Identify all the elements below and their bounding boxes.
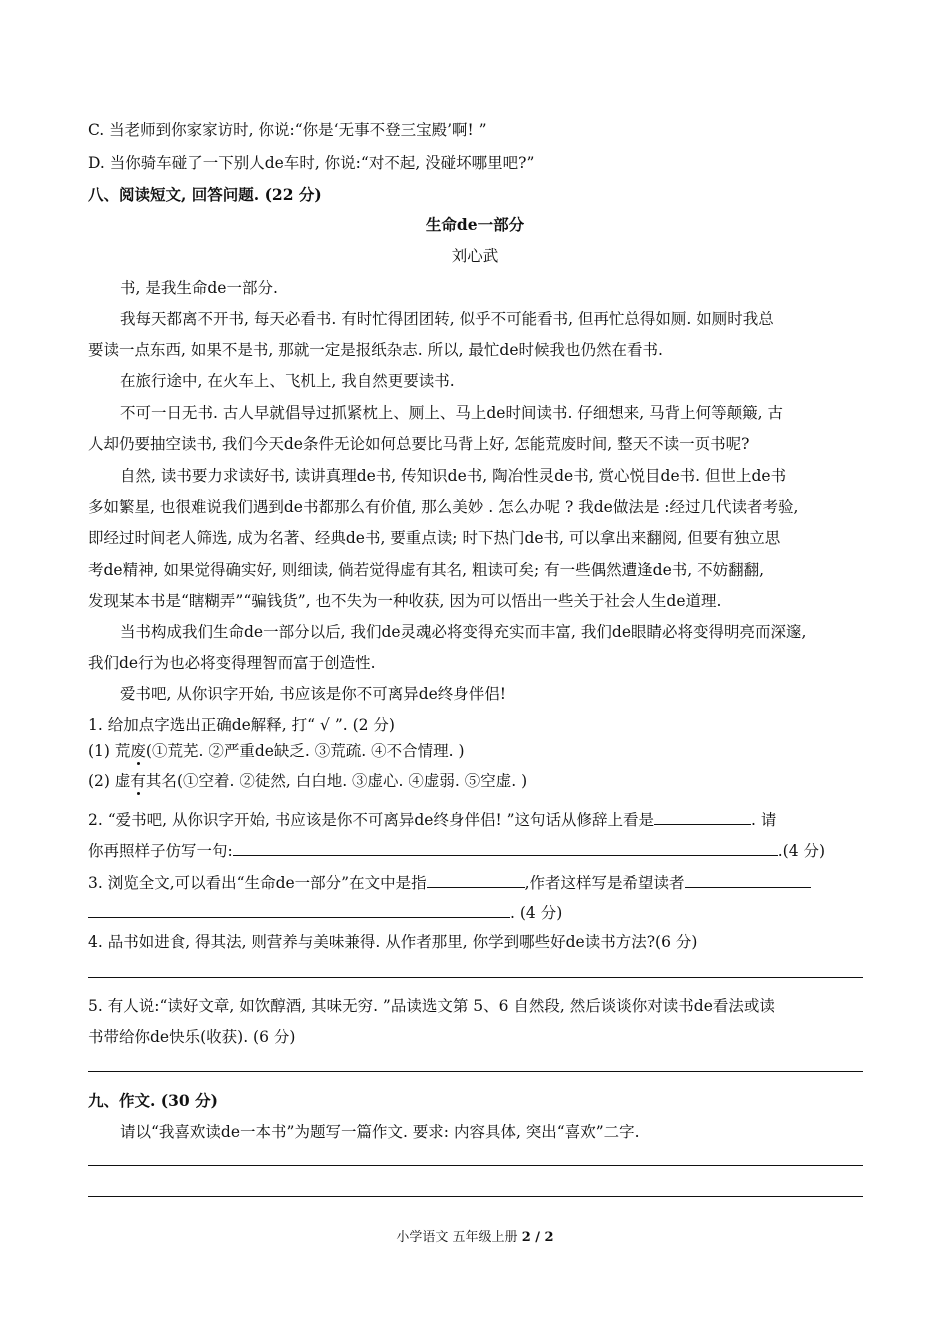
paragraph-line: 多如繁星, 也很难说我们遇到de书都那么有价值, 那么美妙 . 怎么办呢 ? 我de做法是 :经过几代读者考验, xyxy=(88,498,799,516)
option-d: D. 当你骑车碰了一下别人de车时, 你说:“对不起, 没碰坏哪里吧?” xyxy=(88,154,535,172)
answer-line[interactable] xyxy=(88,1071,863,1072)
question-text: 你再照样子仿写一句: xyxy=(88,842,233,860)
question-1-item-b xyxy=(88,771,527,791)
section9-heading: 九、作文. (30 分) xyxy=(88,1091,218,1110)
paragraph-line: 人却仍要抽空读书, 我们今天de条件无论如何总要比马背上好, 怎能荒废时间, 整天不读一页书呢? xyxy=(88,435,750,453)
question-3-line2 xyxy=(88,901,562,923)
article-title: 生命de一部分 xyxy=(425,215,525,234)
paragraph-line: 考de精神, 如果觉得确实好, 则细读, 倘若觉得虚有其名, 粗读可矣; 有一些偶然遭逢de书, 不妨翻翻, xyxy=(88,561,765,579)
answer-line[interactable] xyxy=(88,977,863,978)
answer-blank[interactable] xyxy=(427,871,525,888)
question-text: . 请 xyxy=(751,811,777,829)
question-2-line1 xyxy=(88,808,776,830)
question-4: 4. 品书如进食, 得其法, 则营养与美味兼得. 从作者那里, 你学到哪些好de读书方法?(6 分) xyxy=(88,933,698,951)
question-1-item-a xyxy=(88,741,465,761)
composition-prompt: 请以“我喜欢读de一本书”为题写一篇作文. 要求: 内容具体, 突出“喜欢”二字. xyxy=(120,1123,640,1141)
answer-blank[interactable] xyxy=(685,871,811,888)
answer-blank[interactable] xyxy=(88,901,510,918)
page-number: 2 / 2 xyxy=(521,1230,554,1245)
paragraph-line: 要读一点东西, 如果不是书, 那就一定是报纸杂志. 所以, 最忙de时候我也仍然在看书. xyxy=(88,341,663,359)
question-text: ,作者这样写是希望读者 xyxy=(524,874,685,892)
answer-line[interactable] xyxy=(88,1196,863,1197)
paragraph-line: 发现某本书是“瞎糊弄”“骗钱货”, 也不失为一种收获, 因为可以悟出一些关于社会人生de道理. xyxy=(88,592,722,610)
paragraph-line: 自然, 读书要力求读好书, 读讲真理de书, 传知识de书, 陶冶性灵de书, 赏心悦目de书. 但世上de书 xyxy=(120,467,787,485)
page-footer xyxy=(0,1226,950,1245)
paragraph-line: 当书构成我们生命de一部分以后, 我们de灵魂必将变得充实而丰富, 我们de眼睛必将变得明亮而深邃, xyxy=(120,623,807,641)
option-c: C. 当老师到你家家访时, 你说:“你是‘无事不登三宝殿’啊! ” xyxy=(88,121,487,139)
question-3-line1 xyxy=(88,871,811,893)
paragraph-line: 爱书吧, 从你识字开始, 书应该是你不可离异de终身伴侣! xyxy=(120,685,507,703)
answer-blank[interactable] xyxy=(233,839,778,856)
paragraph-line: 即经过时间老人筛选, 成为名著、经典de书, 要重点读; 时下热门de书, 可以拿出来翻阅, 但要有独立思 xyxy=(88,529,781,547)
paragraph-line: 不可一日无书. 古人早就倡导过抓紧枕上、厕上、马上de时间读书. 仔细想来, 马背上何等颠簸, 古 xyxy=(120,404,784,422)
question-1-stem: 1. 给加点字选出正确de解释, 打“ √ ”. (2 分) xyxy=(88,716,395,734)
question-text: . (4 分) xyxy=(510,904,563,922)
footer-label: 小学语文 五年级上册 xyxy=(396,1230,522,1245)
section8-heading: 八、阅读短文, 回答问题. (22 分) xyxy=(88,185,322,204)
question-text: 2. “爱书吧, 从你识字开始, 书应该是你不可离异de终身伴侣! ”这句话从修辞上看是 xyxy=(88,811,655,829)
item-options: (①荒芜. ②严重de缺乏. ③荒疏. ④不合情理. ) xyxy=(145,742,465,760)
answer-line[interactable] xyxy=(88,1165,863,1166)
item-word: 荒 xyxy=(114,742,131,760)
question-text: 3. 浏览全文,可以看出“生命de一部分”在文中是指 xyxy=(88,874,427,892)
article-author: 刘心武 xyxy=(451,247,499,265)
item-word: 虚 xyxy=(114,772,131,790)
answer-blank[interactable] xyxy=(654,808,751,825)
question-5-line2: 书带给你de快乐(收获). (6 分) xyxy=(88,1028,296,1046)
item-label: (2) xyxy=(88,772,115,790)
question-2-line2 xyxy=(88,839,825,861)
paragraph-line: 我们de行为也必将变得理智而富于创造性. xyxy=(88,654,376,672)
item-word: 其名 xyxy=(145,772,177,790)
question-5-line1: 5. 有人说:“读好文章, 如饮醇酒, 其味无穷. ”品读选文第 5、6 自然段, 然后谈谈你对读书de看法或读 xyxy=(88,997,775,1015)
paragraph-line: 在旅行途中, 在火车上、飞机上, 我自然更要读书. xyxy=(120,372,455,390)
paragraph-line: 我每天都离不开书, 每天必看书. 有时忙得团团转, 似乎不可能看书, 但再忙总得如厕. 如厕时我总 xyxy=(120,310,774,328)
paragraph-line: 书, 是我生命de一部分. xyxy=(120,279,278,297)
item-label: (1) xyxy=(88,742,115,760)
question-text: .(4 分) xyxy=(777,842,826,860)
dotted-char: 废 xyxy=(130,742,146,760)
dotted-char: 有 xyxy=(130,772,146,790)
item-options: (①空着. ②徒然, 白白地. ③虚心. ④虚弱. ⑤空虚. ) xyxy=(176,772,528,790)
